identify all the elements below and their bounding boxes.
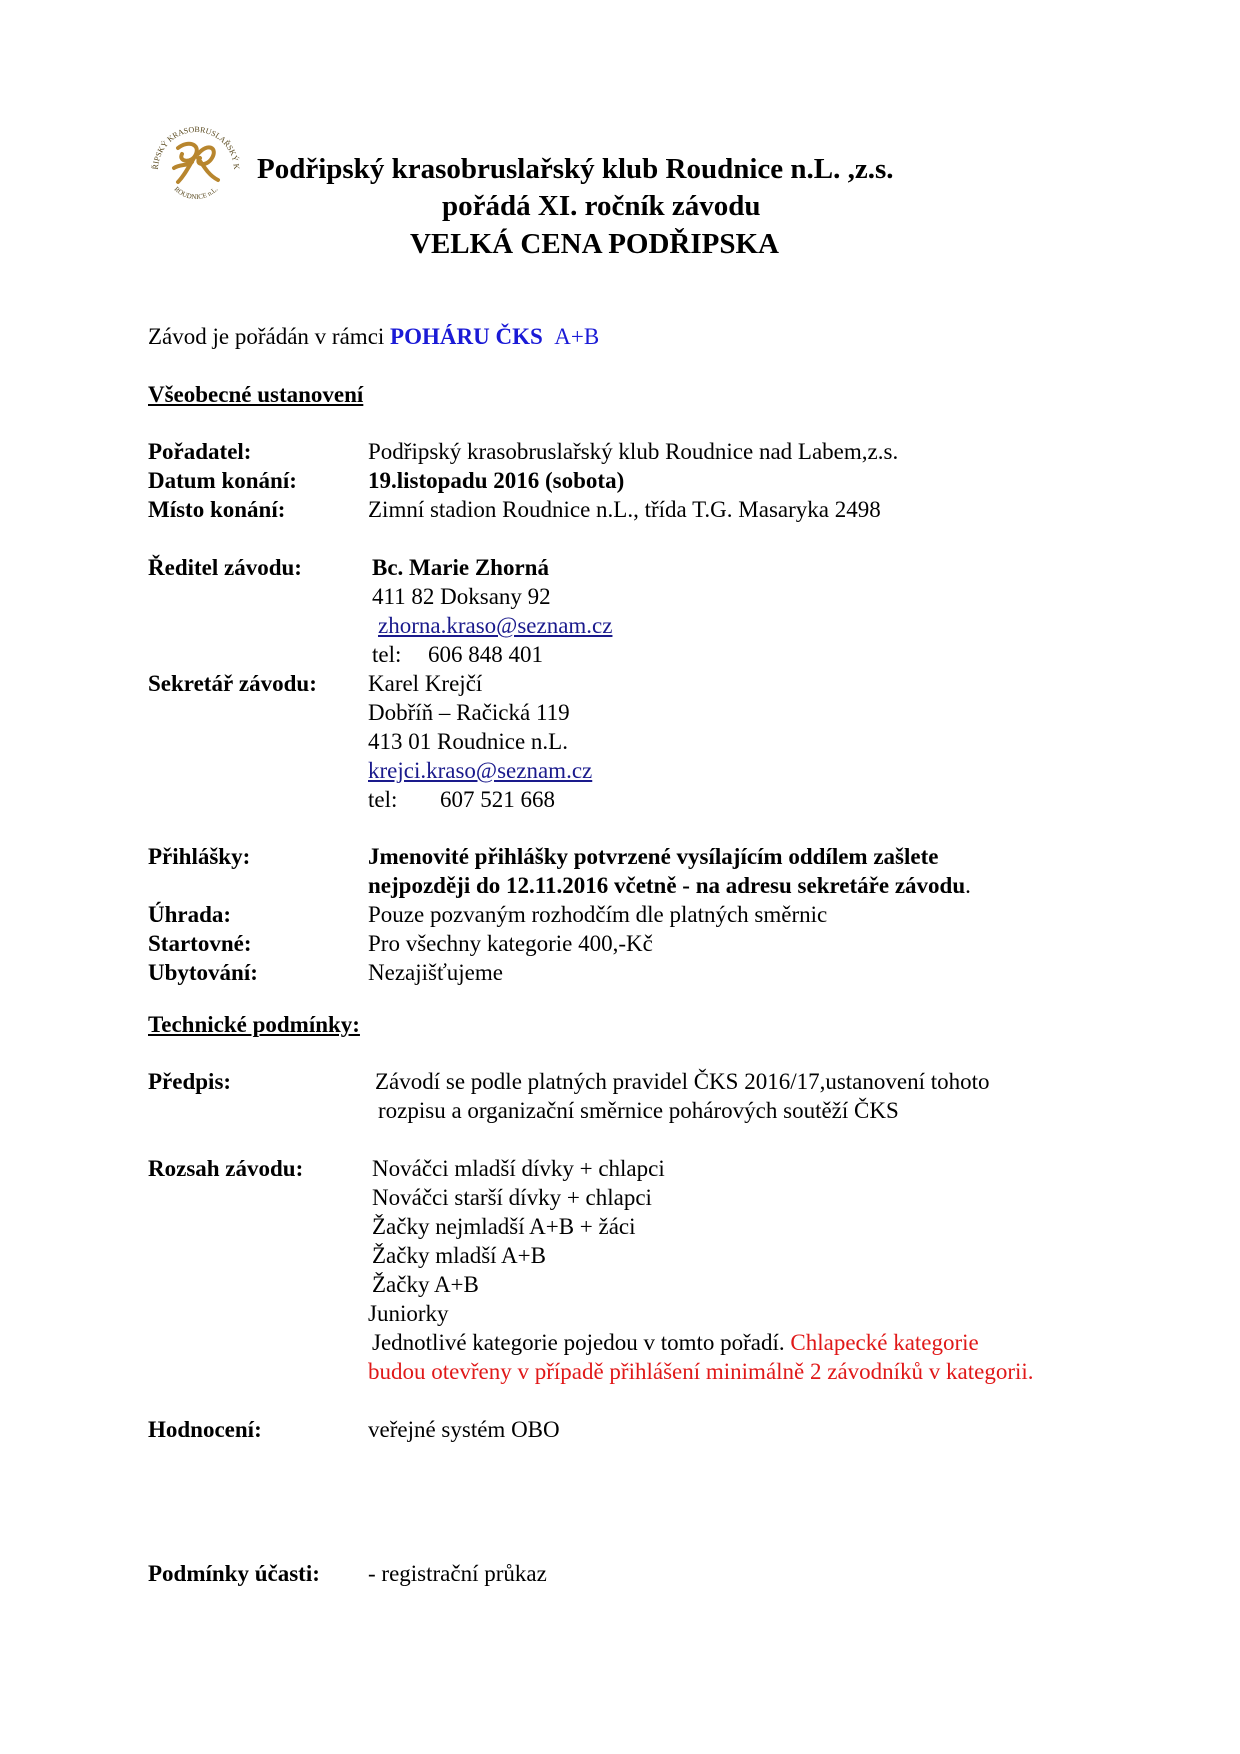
secretary-email-link[interactable]: krejci.kraso@seznam.cz — [368, 758, 593, 783]
payment-value: Pouze pozvaným rozhodčím dle platných směrnic — [368, 902, 828, 927]
place-label: Místo konání: — [148, 497, 286, 522]
secretary-street: Dobříň – Račická 119 — [368, 700, 570, 725]
event-name: VELKÁ CENA PODŘIPSKA — [410, 228, 779, 260]
eval-label: Hodnocení: — [148, 1417, 262, 1442]
secretary-label: Sekretář závodu: — [148, 671, 317, 696]
place-value: Zimní stadion Roudnice n.L., třída T.G. Masaryka 2498 — [368, 497, 881, 522]
secretary-name: Karel Krejčí — [368, 671, 483, 696]
club-title: Podřipský krasobruslařský klub Roudnice n.L. ,z.s. — [257, 153, 894, 185]
skate-ribbon-icon — [148, 118, 244, 208]
organizer-label: Pořadatel: — [148, 439, 252, 464]
club-logo — [148, 118, 244, 208]
entries-line1: Jmenovité přihlášky potvrzené vysílajícím oddílem zašlete — [368, 844, 939, 869]
intro-line — [148, 323, 599, 351]
director-email-link[interactable]: zhorna.kraso@seznam.cz — [378, 613, 613, 638]
svg-text:ROUDNICE n.L.: ROUDNICE n.L. — [172, 185, 220, 202]
rules-label: Předpis: — [148, 1069, 232, 1094]
secretary-tel: 607 521 668 — [440, 787, 555, 812]
conditions-value: - registrační průkaz — [368, 1561, 547, 1586]
svg-text:PODŘIPSKÝ KRASOBRUSLAŘSKÝ KLUB: ŘIPSKÝ KRASOBRUSLAŘSKÝ K — [150, 124, 242, 170]
category-item: Žačky mladší A+B — [372, 1243, 546, 1268]
cup-name: POHÁRU ČKS — [390, 324, 543, 349]
secretary-tel-label: tel: — [368, 787, 398, 812]
category-item: Nováčci mladší dívky + chlapci — [372, 1156, 665, 1181]
boys-note-line1: Chlapecké kategorie — [790, 1330, 979, 1355]
entries-label: Přihlášky: — [148, 844, 251, 869]
rules-line1: Závodí se podle platných pravidel ČKS 2016/17,ustanovení tohoto — [375, 1069, 990, 1094]
secretary-city: 413 01 Roudnice n.L. — [368, 729, 568, 754]
category-order-line — [372, 1329, 979, 1357]
cup-suffix: A+B — [554, 324, 600, 349]
lodging-label: Ubytování: — [148, 960, 258, 985]
scope-label: Rozsah závodu: — [148, 1156, 304, 1181]
entries-line2-end: . — [965, 873, 971, 898]
lodging-value: Nezajišťujeme — [368, 960, 503, 985]
director-tel: 606 848 401 — [428, 642, 543, 667]
eval-value: veřejné systém OBO — [368, 1417, 560, 1442]
director-tel-label: tel: — [372, 642, 402, 667]
fee-label: Startovné: — [148, 931, 252, 956]
date-value: 19.listopadu 2016 (sobota) — [368, 468, 625, 493]
order-text: Jednotlivé kategorie pojedou v tomto pořadí. — [372, 1330, 791, 1355]
date-label: Datum konání: — [148, 468, 297, 493]
entries-line2 — [368, 872, 971, 900]
intro-prefix: Závod je pořádán v rámci — [148, 324, 391, 349]
boys-note-line2: budou otevřeny v případě přihlášení minimálně 2 závodníků v kategorii. — [368, 1359, 1034, 1384]
category-item: Nováčci starší dívky + chlapci — [372, 1185, 652, 1210]
organizer-value: Podřipský krasobruslařský klub Roudnice nad Labem,z.s. — [368, 439, 899, 464]
rules-line2: rozpisu a organizační směrnice pohárových soutěží ČKS — [378, 1098, 899, 1123]
category-item: Žačky A+B — [372, 1272, 479, 1297]
conditions-label: Podmínky účasti: — [148, 1561, 320, 1586]
general-heading: Všeobecné ustanovení — [148, 382, 364, 407]
director-name: Bc. Marie Zhorná — [372, 555, 549, 580]
event-subtitle: pořádá XI. ročník závodu — [442, 190, 761, 222]
payment-label: Úhrada: — [148, 902, 232, 927]
director-label: Ředitel závodu: — [148, 555, 302, 580]
category-item: Žačky nejmladší A+B + žáci — [372, 1214, 636, 1239]
director-address: 411 82 Doksany 92 — [372, 584, 551, 609]
entries-line2-text: nejpozději do 12.11.2016 včetně - na adresu sekretáře závodu — [368, 873, 966, 898]
technical-heading: Technické podmínky: — [148, 1012, 360, 1037]
category-item: Juniorky — [368, 1301, 449, 1326]
fee-value: Pro všechny kategorie 400,-Kč — [368, 931, 653, 956]
